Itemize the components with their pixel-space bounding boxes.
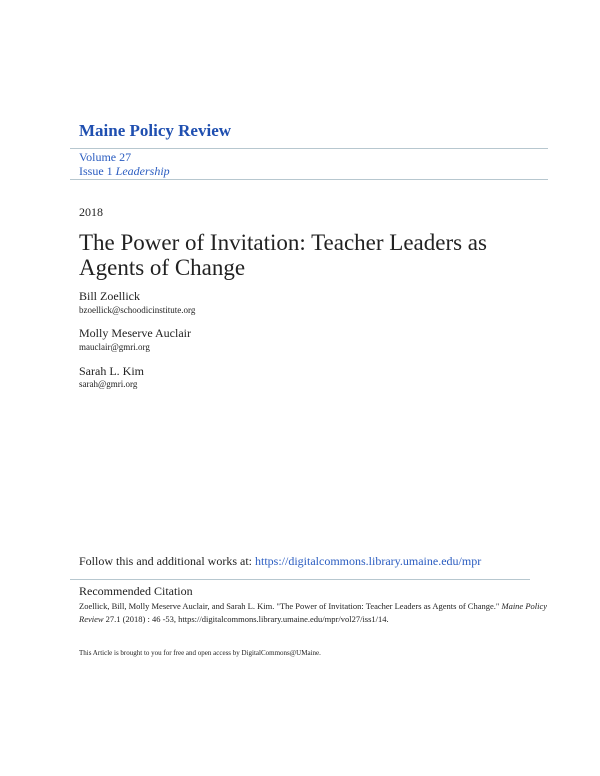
divider	[70, 148, 548, 149]
citation-pre: Zoellick, Bill, Molly Meserve Auclair, and Sarah L. Kim. "The Power of Invitation: Teacher Leaders as Agents of Change."	[79, 601, 500, 611]
recommended-citation-heading: Recommended Citation	[79, 584, 193, 598]
follow-link[interactable]: https://digitalcommons.library.umaine.edu/mpr	[255, 554, 482, 568]
author-name: Sarah L. Kim	[79, 364, 144, 378]
follow-label: Follow this and additional works at:	[79, 554, 252, 568]
author-email: mauclair@gmri.org	[79, 342, 150, 352]
year: 2018	[79, 205, 103, 219]
citation-post: 27.1 (2018) : 46 -53, https://digitalcommons.library.umaine.edu/mpr/vol27/iss1/14.	[105, 614, 389, 624]
author-name: Molly Meserve Auclair	[79, 326, 191, 340]
divider	[70, 179, 548, 180]
issue-label: Issue 1	[79, 164, 113, 178]
volume-link[interactable]: Volume 27	[79, 150, 132, 164]
access-footer: This Article is brought to you for free and open access by DigitalCommons@UMaine.	[79, 649, 321, 657]
issue-link[interactable]	[79, 164, 170, 179]
citation-journal: Maine Policy Review	[79, 601, 548, 624]
article-title: The Power of Invitation: Teacher Leaders as Agents of Change	[79, 230, 487, 280]
author-email: sarah@gmri.org	[79, 379, 138, 389]
journal-title-link[interactable]: Maine Policy Review	[79, 121, 232, 140]
issue-theme: Leadership	[115, 164, 170, 178]
follow-line	[79, 554, 481, 569]
citation-text	[79, 600, 549, 626]
author-email: bzoellick@schoodicinstitute.org	[79, 305, 196, 315]
divider	[70, 579, 530, 580]
author-name: Bill Zoellick	[79, 289, 140, 303]
